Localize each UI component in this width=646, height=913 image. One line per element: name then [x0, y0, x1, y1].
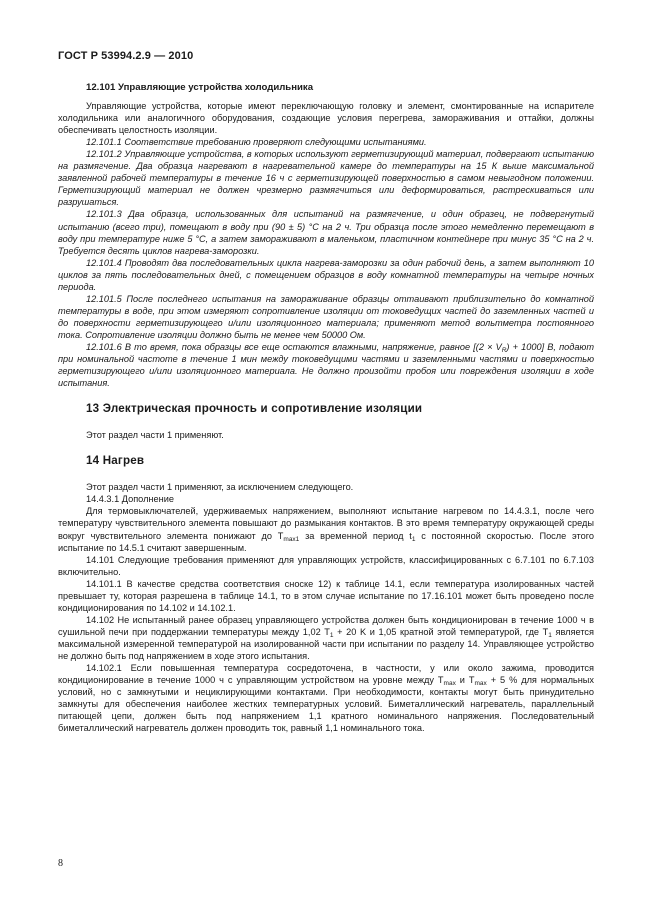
subscript: max1	[283, 535, 300, 543]
heading-section-14: 14 Нагрев	[86, 454, 145, 468]
heading-section-13: 13 Электрическая прочность и сопротивление изоляции	[86, 402, 423, 416]
paragraph: 12.101.2 Управляющие устройства, в которых используют герметизирующий материал, подвергают испытанию на размягчение. Два образца нагревают в нагревательной камере до температуры на 15 К выше максимальной заявленной рабочей температуры в течение 16 ч с герметизирующей поверхностью в самом невыгодном положении. Герметизирующий материал не должен чрезмерно размягчиться или деформироваться, растрескиваться или разрушаться.	[58, 149, 594, 208]
subscript: R	[501, 346, 507, 354]
paragraph: Управляющие устройства, которые имеют переключающую головку и элемент, смонтированные на испарителе холодильника или аналогичного оборудования, создающие условия перегрева, замораживания и оттайки, должны обеспечивать целостность изоляции.	[58, 101, 594, 136]
paragraph	[58, 341, 594, 389]
text-run: 14.102 Не испытанный ранее образец управляющего устройства должен быть кондиционирован в течение 1000 ч в сушильной печи при поддержании температуры между 1,02 T	[58, 614, 594, 637]
text-run: и T	[455, 675, 475, 686]
subscript: 1	[411, 535, 416, 543]
subscript: 1	[548, 631, 552, 639]
subscript: max	[474, 680, 487, 688]
heading-12-101: 12.101 Управляющие устройства холодильника	[86, 82, 314, 93]
paragraph: 12.101.1 Соответствие требованию проверяют следующими испытаниями.	[86, 137, 427, 148]
document-header: ГОСТ Р 53994.2.9 — 2010	[58, 50, 194, 62]
paragraph	[58, 614, 594, 662]
text-run: является максимальной измеренной температурой на изолированной части при испытании по разделу 14. Управляющее устройство не должно быть под напряжением в ходе этого испытания.	[58, 626, 594, 661]
subscript: 1	[329, 631, 334, 639]
paragraph	[58, 505, 594, 553]
document-body	[58, 78, 594, 734]
paragraph: 12.101.4 Проводят два последовательных цикла нагрева-заморозки за один рабочий день, а затем выполняют 10 циклов за пять последовательных дней, с помещением образцов в воду комнатной температуры на четыре ночных периода.	[58, 257, 594, 292]
paragraph: 12.101.5 После последнего испытания на замораживание образцы оттаивают приблизительно до комнатной температуры в воде, при этом измеряют сопротивление изоляции от токоведущих частей до заземленных частей и до поверхности герметизирующего и/или изоляционного материала; применяют метод вольтметра постоянного тока. Сопротивление изоляции должно быть не менее чем 50000 Ом.	[58, 293, 594, 340]
paragraph: 14.4.3.1 Дополнение	[86, 494, 174, 505]
page-number: 8	[58, 858, 63, 869]
subscript: max	[443, 680, 456, 688]
paragraph: Этот раздел части 1 применяют.	[86, 430, 224, 441]
text-run: 12.101.6 В то время, пока образцы все еще остаются влажными, напряжение, равное [(2 × V	[86, 341, 502, 352]
paragraph: 14.101.1 В качестве средства соответствия сноске 12) к таблице 14.1, если температура изолированных частей превышает ту, которая разрешена в таблице 14.1, то в этом случае испытание по 17.16.101 может быть проведено после кондиционирования по 14.102 и 14.102.1.	[58, 578, 594, 613]
text-run: ) + 1000] В, подают при номинальной частоте в течение 1 мин между токоведущими частями и заземленными частями и поверхностью герметизирующего и/или изоляционного материала. Не должно произойти пробоя или повреждения изоляции в ходе испытания.	[58, 341, 594, 389]
text-run: за временной период t	[299, 530, 412, 541]
paragraph: 12.101.3 Два образца, использованных для испытаний на размягчение, и один образец, не подвергнутый испытанию (всего три), помещают в воду при (90 ± 5) °С на 2 ч. Три образца после этого немедленно перемещают в воду при температуре ниже 5 °С, а затем замораживают в маленьком, пластичном контейнере при минус 35 °С на 2 ч. Требуется десять циклов нагрева-заморозки.	[58, 209, 594, 256]
paragraph: Этот раздел части 1 применяют, за исключением следующего.	[86, 482, 354, 493]
paragraph	[58, 662, 594, 734]
text-run: 14.102.1 Если повышенная температура сосредоточена, в частности, у или около зажима, проводится кондиционирование в течение 1000 ч с управляющим устройством на уровне между T	[58, 663, 594, 686]
text-run: Для термовыключателей, удерживаемых напряжением, выполняют испытание нагревом по 14.4.3.1, после чего температуру чувствительного элемента повышают до размыкания контактов. В это время температуру окружающей среды вокруг чувствительного элемента понижают до T	[58, 506, 594, 541]
text-run: + 20 K и 1,05 кратной этой температурой, где T	[333, 626, 549, 637]
paragraph: 14.101 Следующие требования применяют для управляющих устройств, классифицированных с 6.7.101 по 6.7.103 включительно.	[58, 554, 594, 577]
text-run: с постоянной скоростью. После этого испытание по 14.5.1 считают завершенным.	[58, 530, 594, 553]
text-run: + 5 % для нормальных условий, но с замкнутыми и нециклирующими контактами. При необходимости, контакты могут быть принудительно замкнуты для обеспечения наиболее жестких температурных условий. Биметаллический нагреватель, параллельный питающей цепи, должен быть под напряжением 1,1 кратного номинального напряжения. Последовательный биметаллический нагреватель должен проводить ток, равный 1,1 номинального тока.	[58, 675, 594, 734]
